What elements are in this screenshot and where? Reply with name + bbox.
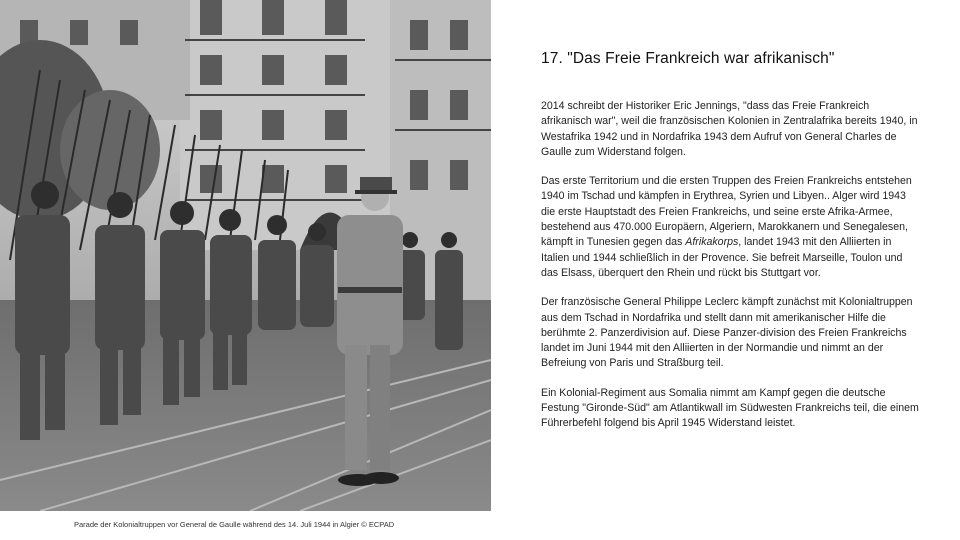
parade-photo-illustration xyxy=(0,0,491,511)
afrikakorps-emphasis: Afrikakorps xyxy=(685,236,739,249)
paragraph-first-territory xyxy=(541,174,921,281)
paragraph-somalia: Ein Kolonial-Regiment aus Somalia nimmt am Kampf gegen die deutsche Festung "Gironde-Süd" am Atlantikwall im Südwesten Frankreichs teil, die einem Führerbefehl folgend bis April 1945 Widerstand leistet. xyxy=(541,386,919,430)
paragraph-text: , landet 1943 mit den Alliierten in Italien und 1944 schließlich in der Provence. Sie befreit Marseille, Toulon und das Elsass, überquert den Rhein und rückt bis Stuttgart vor. xyxy=(541,236,903,279)
photo-caption: Parade der Kolonialtruppen vor General de Gaulle während des 14. Juli 1944 in Algier © ECPAD xyxy=(74,520,395,529)
paragraph-jennings: 2014 schreibt der Historiker Eric Jennings, "dass das Freie Frankreich afrikanisch war", weil die französischen Kolonien in Zentralafrika bereits 1940, in Westafrika 1942 und in Nordafrika 1943 dem Aufruf von General Charles de Gaulle zum Widerstand folgen. xyxy=(541,100,918,158)
parade-photo xyxy=(0,0,491,511)
article-title: 17. "Das Freie Frankreich war afrikanisch" xyxy=(541,50,835,67)
paragraph-text: Das erste Territorium und die ersten Truppen des Freien Frankreichs entstehen 1940 im Tschad und kämpfen in Erythrea, Syrien und Libyen.. Alger wird 1943 die erste Hauptstadt des Freien Frankreichs, und seine erste Afrika-Armee, bestehend aus 470.000 Europäern, Algeriern, Marokkanern und Senegalesen, kämpft in Tunesien gegen das xyxy=(541,175,912,249)
article-body xyxy=(541,99,921,446)
paragraph-leclerc: Der französische General Philippe Leclerc kämpft zunächst mit Kolonialtruppen aus dem Tschad in Nordafrika und stellt dann mit amerikanischer Hilfe die berühmte 2. Panzerdivision auf. Diese Panzer-division des Freien Frankreichs landet im Juni 1944 mit den Alliierten in der Normandie und nimmt an der Befreiung von Paris und Straßburg teil. xyxy=(541,296,913,370)
